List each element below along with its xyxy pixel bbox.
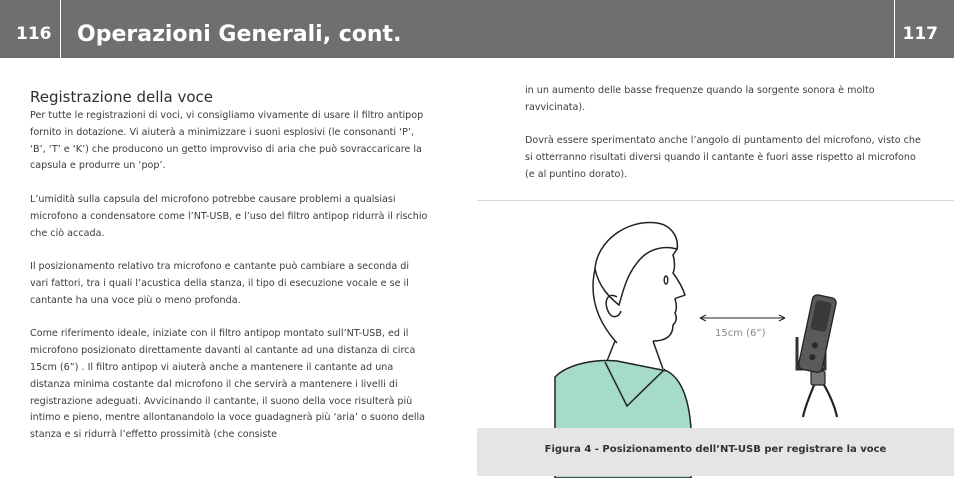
page-number-left: 116	[16, 24, 52, 44]
distance-label: 15cm (6”)	[715, 328, 766, 339]
paragraph: Per tutte le registrazioni di voci, vi consigliamo vivamente di usare il filtro antipop fornito in dotazione. Vi aiuterà a minimizzare i suoni esplosivi (le consonanti ‘P’, ‘B’, ‘T’ e ‘K’) che producono un getto improvviso di aria che può sovraccaricare la capsula e produrre un ‘pop’.	[30, 110, 424, 172]
left-column-text	[30, 108, 430, 461]
page-header	[0, 0, 954, 58]
paragraph: Come riferimento ideale, iniziate con il filtro antipop montato sull’NT-USB, ed il microfono posizionato direttamente davanti al cantante ad una distanza di circa 15cm (6”) . Il filtro antipop vi aiuterà anche a mantenere il cantante ad una distanza minima costante dal microfono il che servirà a mantenere i livelli di registrazione adeguati. Avvicinando il cantante, il suono della voce risulterà più intimo e pieno, mentre allontanandolo la voce guadagnerà più ‘aria’ o suono della stanza e si ridurrà l’effetto prossimità (che consiste	[30, 328, 426, 441]
section-heading: Registrazione della voce	[30, 88, 214, 106]
mic-stand-leg-left	[803, 383, 815, 417]
header-divider-right	[894, 0, 895, 58]
paragraph: L’umidità sulla capsula del microfono potrebbe causare problemi a qualsiasi microfono a condensatore come l’NT-USB, e l’uso del filtro antipop ridurrà il rischio che ciò accada.	[30, 193, 428, 239]
header-divider-left	[60, 0, 61, 58]
paragraph: Il posizionamento relativo tra microfono e cantante può cambiare a seconda di vari fattori, tra i quali l’acustica della stanza, il tipo di esecuzione vocale e se il cantante ha una voce più o meno profonda.	[30, 261, 410, 306]
paragraph: Dovrà essere sperimentato anche l’angolo di puntamento del microfono, visto che si otterranno risultati diversi quando il cantante è fuori asse rispetto al microfono (e al puntino dorato).	[525, 135, 921, 180]
mic-stand-leg-right	[823, 383, 837, 417]
right-column-text	[525, 83, 925, 201]
paragraph: in un aumento delle basse frequenze quando la sorgente sonora è molto ravvicinata).	[525, 85, 875, 113]
figure-caption-box	[477, 428, 954, 476]
page-number-right: 117	[902, 24, 938, 44]
page-title: Operazioni Generali, cont.	[77, 22, 402, 47]
microphone-body	[798, 294, 837, 373]
mic-stand-base	[811, 371, 825, 385]
figure-caption: Figura 4 - Posizionamento dell’NT-USB per registrare la voce	[544, 444, 887, 455]
